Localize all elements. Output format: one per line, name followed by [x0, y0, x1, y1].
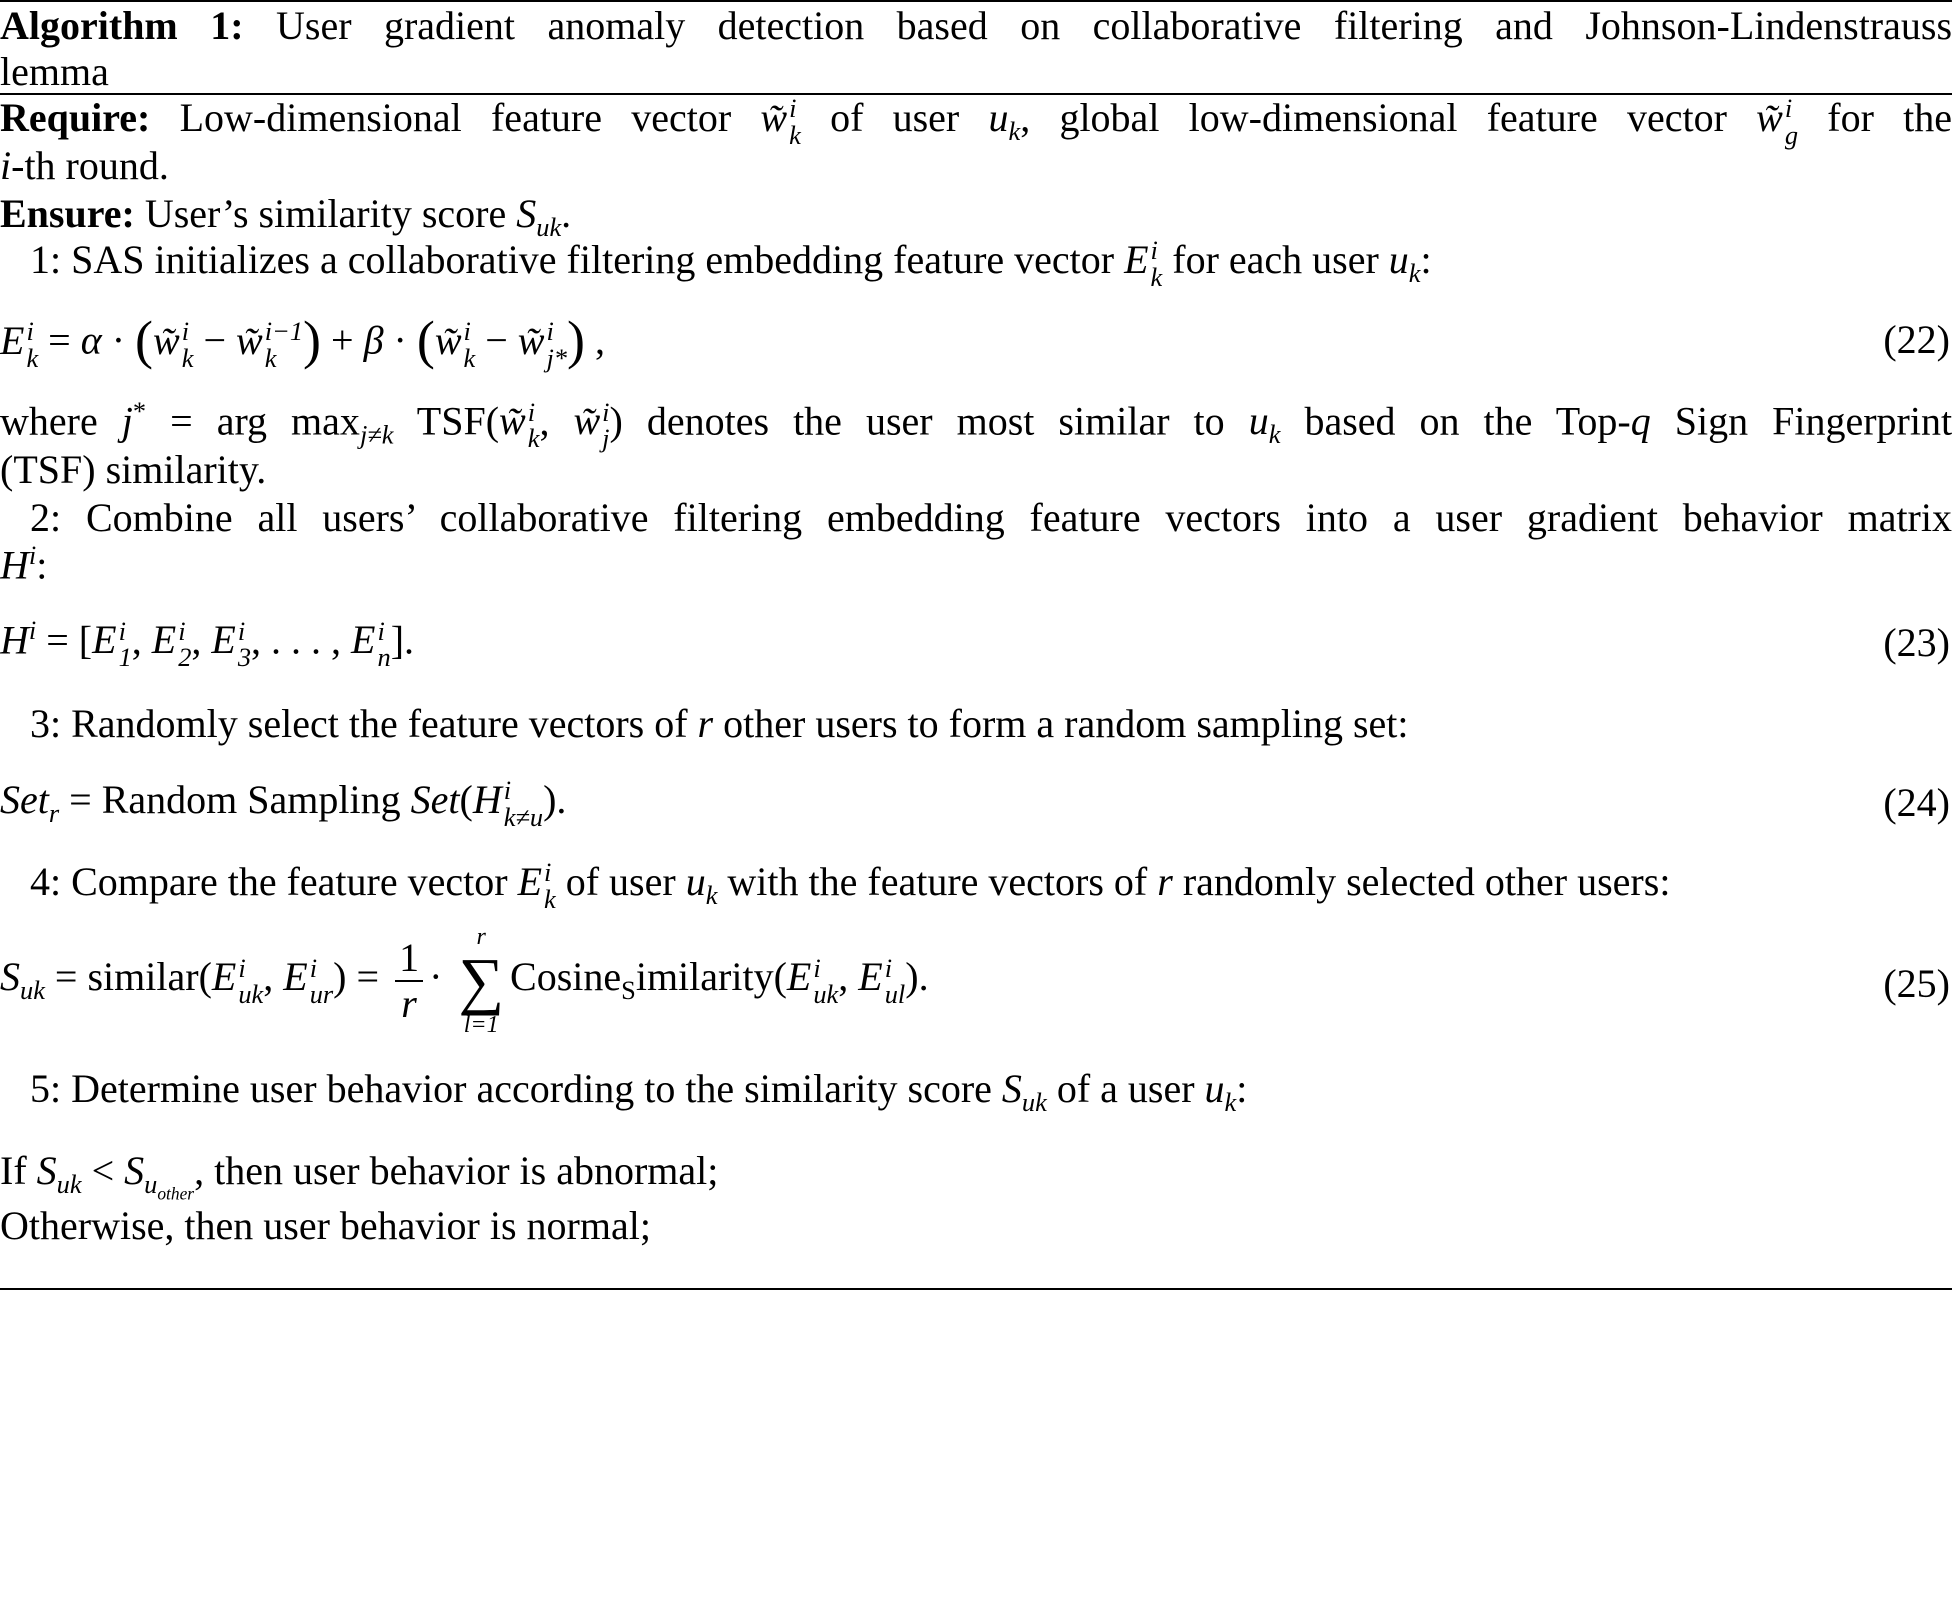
math-w-k: w̃ i k [760, 93, 801, 150]
equation-25: $S_{uk}$ = similar(E i uk , E i ur ) = $\frac{1}{r}$ · r ∑ l=1 Cosine$_S$imilarity(E i uk , E i ul ). [0, 924, 929, 1038]
require-line2: i-th round. [0, 143, 169, 188]
step-2-cont: $H^i$: [0, 540, 48, 588]
math-w-g: w̃ i g [1756, 93, 1799, 150]
equation-24: Set$_r$ = Random Sampling Set(H i k≠u ). [0, 775, 567, 832]
algorithm-title-line1 [0, 2, 1952, 50]
equation-23: $H^i = [E$ i 1 , E i 2 , E i 3 , . . . , E i n ]. [0, 615, 415, 673]
require-line1: Require: Low-dimensional feature vector w̃ i k of user $u_k$, global low-dimensional feature vector w̃ i g for the [0, 93, 1953, 150]
fraction-1-over-r: $\frac{1}{r}$ [395, 936, 423, 1026]
algorithm-label: Algorithm 1: [0, 3, 244, 48]
bottom-rule [0, 1288, 1952, 1290]
algorithm-title: User gradient anomaly detection based on collaborative filtering and Johnson-Lindenstrauss [275, 3, 1953, 48]
ensure-label: Ensure: [0, 191, 135, 236]
equation-24-number: (24) [1883, 780, 1950, 825]
step-5: 5: Determine user behavior according to the similarity score $S_{uk}$ of a user $u_k$: [30, 1066, 1248, 1117]
equation-23-number: (23) [1883, 620, 1950, 665]
equation-22: E i k = α · (w̃ i k − w̃ i−1 k ) + β · (w̃ i k − w̃ i j* ) , [0, 310, 605, 373]
summation: r ∑ l=1 [458, 924, 505, 1038]
step-2: 2: Combine all users’ collaborative filtering embedding feature vectors into a user gradient behavior matrix [30, 495, 1952, 540]
where-line2: (TSF) similarity. [0, 447, 267, 492]
ensure-line: Ensure: User’s similarity score $S_{uk}$. [0, 191, 572, 242]
if-line: If $S_{uk} < S_{u_{other}}$, then user behavior is abnormal; [0, 1148, 719, 1204]
step-1: 1: SAS initializes a collaborative filtering embedding feature vector E i k for each user $u_k$: [30, 235, 1432, 292]
equation-22-number: (22) [1883, 317, 1950, 362]
require-label: Require: [0, 95, 151, 140]
where-line1: where j* = arg $\max_{j\ne k}$ TSF(w̃ i k , w̃ i j ) denotes the user most similar to $u_k$ based on the Top-q Sign Fingerprint [0, 396, 1953, 454]
step-3: 3: Randomly select the feature vectors of r other users to form a random sampling set: [30, 701, 1409, 746]
equation-25-number: (25) [1883, 961, 1950, 1006]
otherwise-line: Otherwise, then user behavior is normal; [0, 1203, 651, 1248]
step-4: 4: Compare the feature vector E i k of user $u_k$ with the feature vectors of r randomly selected other users: [30, 857, 1671, 914]
algorithm-title-line2: lemma [0, 49, 109, 94]
